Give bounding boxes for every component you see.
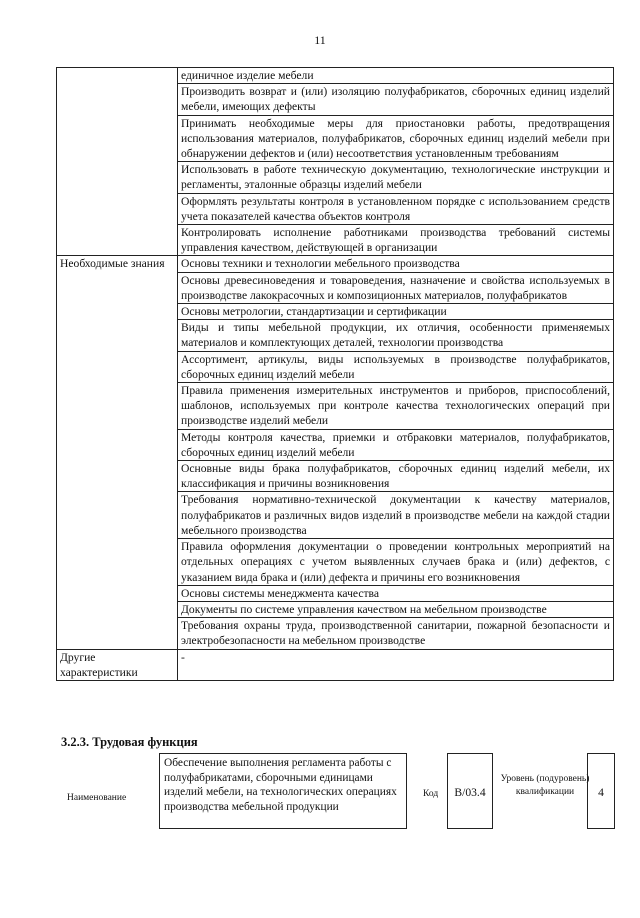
row-item-text: Использовать в работе техническую документацию, технологические инструкции и регламенты, эталонные образцы изделий мебели [181,163,610,192]
row-item-text: Виды и типы мебельной продукции, их отличия, особенности применяемых материалов и комплектующих деталей, технологии производства [181,321,610,350]
row-item [178,539,614,586]
row-label: Другие характеристики [57,649,178,680]
row-item-text: Требования нормативно-технической документации к качеству материалов, полуфабрикатов и различных видов изделий в производстве мебели на каждой стадии мебельного производства [181,493,610,537]
row-item-text: Основы техники и технологии мебельного производства [181,257,460,271]
requirements-table [56,67,614,681]
row-item [178,383,614,430]
row-item-text: Контролировать исполнение работниками производства требований системы управления качеством, действующей в организации [181,226,610,255]
row-item [178,162,614,193]
row-item [178,649,614,680]
code-label: Код [423,789,439,799]
row-item-text: Основы древесиноведения и товароведения, назначение и свойства используемых в производстве лакокрасочных и композиционных материалов, полуфабрикатов [181,273,610,302]
table-row [57,256,614,272]
row-item [178,351,614,382]
row-item-text: единичное изделие мебели [181,69,314,82]
section-heading: 3.2.3. Трудовая функция [61,735,198,749]
row-item [178,601,614,617]
row-item [178,492,614,539]
labor-function-row [61,753,621,833]
row-item-text: Производить возврат и (или) изоляцию полуфабрикатов, сборочных единиц изделий мебели, имеющих дефекты [181,85,610,114]
row-item-text: Требования охраны труда, производственной санитарии, пожарной безопасности и электробезопасности на мебельном производстве [181,619,610,648]
level-value: 4 [587,753,615,829]
row-item [178,461,614,492]
table-row [57,649,614,680]
row-item-text: Основные виды брака полуфабрикатов, сборочных единиц изделий мебели, их классификация и причины возникновения [181,462,610,491]
row-label [57,68,178,256]
row-item-text: Документы по системе управления качеством на мебельном производстве [181,602,547,616]
row-item [178,304,614,320]
row-item-text: Ассортимент, артикулы, виды используемых в производстве полуфабрикатов, сборочных единиц изделий мебели [181,352,610,381]
row-item [178,115,614,162]
row-item-text: Оформлять результаты контроля в установленном порядке с использованием средств учета показателей качества объектов контроля [181,194,610,223]
row-item [178,320,614,351]
row-item [178,256,614,272]
row-label: Необходимые знания [57,256,178,649]
name-value: Обеспечение выполнения регламента работы с полуфабрикатами, сборочными единицами изделий мебели, на технологических операциях производства мебельной продукции [159,753,407,829]
row-item-text: Правила оформления документации о проведении контрольных мероприятий на отдельных операциях с учетом выявленных случаев брака и (или) дефектов, с указанием вида брака и (или) дефекта и причины его возникновения [181,540,610,584]
row-item [178,429,614,460]
row-item [178,225,614,256]
row-item [178,68,614,84]
row-item [178,618,614,649]
row-item [178,272,614,303]
row-item-text: Основы системы менеджмента качества [181,586,380,600]
row-item-text: Принимать необходимые меры для приостановки работы, предотвращения использования материалов, полуфабрикатов, сборочных единиц изделий мебели при обнаружении дефектов и (или) несоответствия установленным требованиям [181,116,610,161]
row-item-text: Основы метрологии, стандартизации и сертификации [181,305,447,319]
row-item [178,585,614,601]
row-item-text: Правила применения измерительных инструментов и приборов, приспособлений, шаблонов, используемых при контроле качества технологических операций при производстве изделий мебели [181,384,610,428]
table-row [57,68,614,84]
row-item [178,193,614,224]
row-item [178,84,614,115]
page-number: 11 [314,33,326,47]
row-item-text: - [181,650,185,664]
row-item-text: Методы контроля качества, приемки и отбраковки материалов, полуфабрикатов, сборочных единиц изделий мебели [181,430,610,459]
name-label: Наименование [67,793,127,803]
code-value: B/03.4 [447,753,493,829]
level-label: Уровень (подуровень) квалификации [500,774,590,797]
